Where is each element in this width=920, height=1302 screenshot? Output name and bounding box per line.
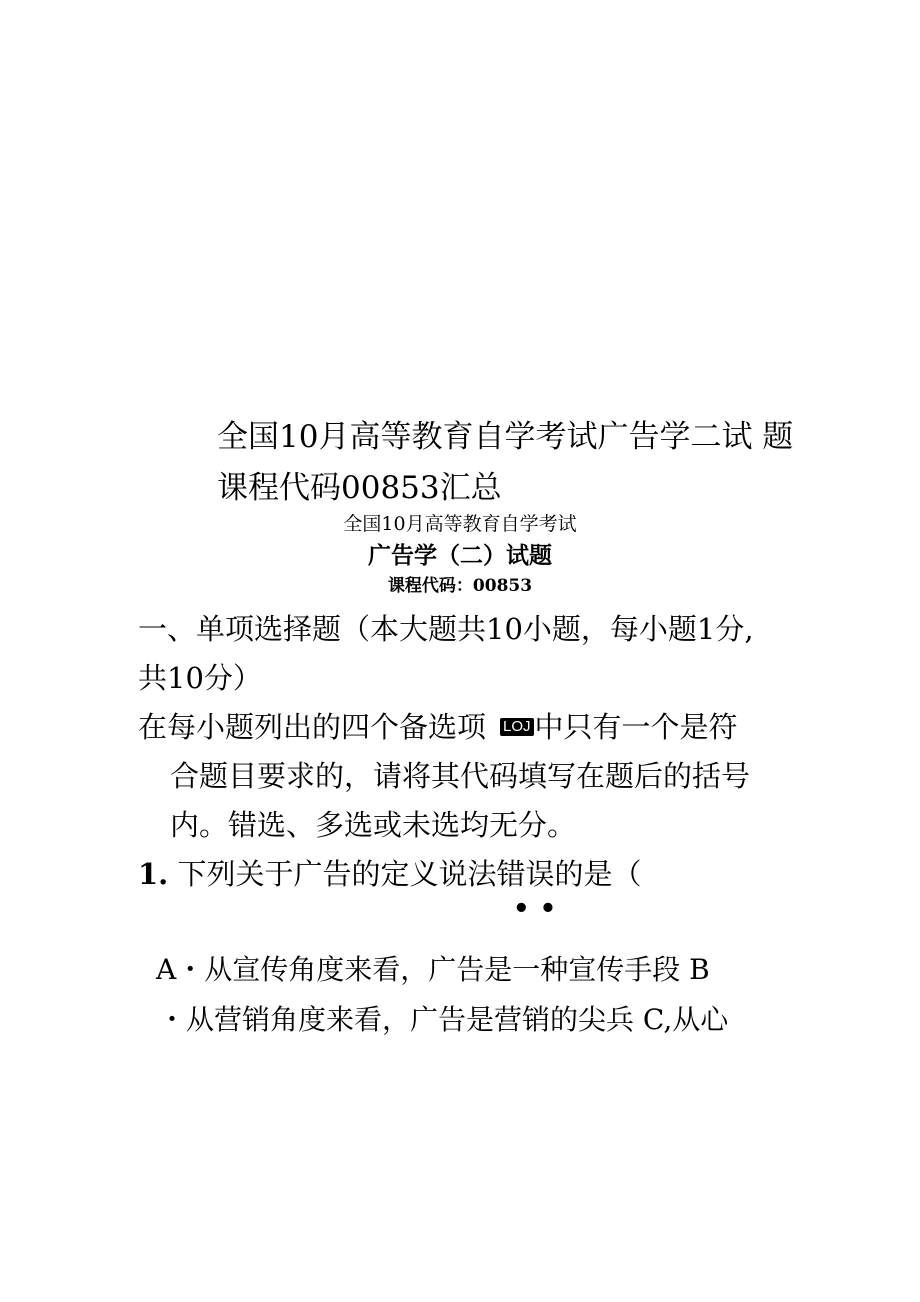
document-title-line-2: 课程代码00853汇总: [217, 470, 502, 506]
section-heading-line-1: 一、单项选择题（本大题共10小题，每小题1分,: [138, 612, 754, 646]
question-1-options-line-2: ・从营销角度来看，广告是营销的尖兵 C,从心: [158, 1003, 729, 1036]
question-1: [138, 852, 642, 893]
instruction-text-part-2: 中只有一个是符: [534, 710, 738, 744]
instruction-text-part-1: 在每小题列出的四个备选项: [138, 710, 487, 744]
question-1-options-line-1: A・从宣传角度来看，广告是一种宣传手段 B: [156, 953, 710, 986]
subject-title: 广告学（二）试题: [368, 542, 552, 569]
instruction-line-1: [138, 705, 738, 746]
section-heading-line-2: 共10分）: [138, 661, 262, 695]
course-code: 课程代码：00853: [387, 576, 533, 596]
instruction-line-2: 合题目要求的，请将其代码填写在题后的括号: [170, 759, 751, 793]
loj-badge: LOJ: [500, 718, 534, 736]
question-number: 1.: [138, 857, 169, 891]
emphasis-dots: ••: [513, 894, 567, 924]
document-title-line-1: 全国10月高等教育自学考试广告学二试 题: [217, 419, 794, 455]
exam-name: 全国10月高等教育自学考试: [343, 513, 577, 535]
instruction-line-3: 内。错选、多选或未选均无分。: [170, 808, 577, 842]
question-text: 下列关于广告的定义说法错误的是（: [177, 857, 642, 891]
